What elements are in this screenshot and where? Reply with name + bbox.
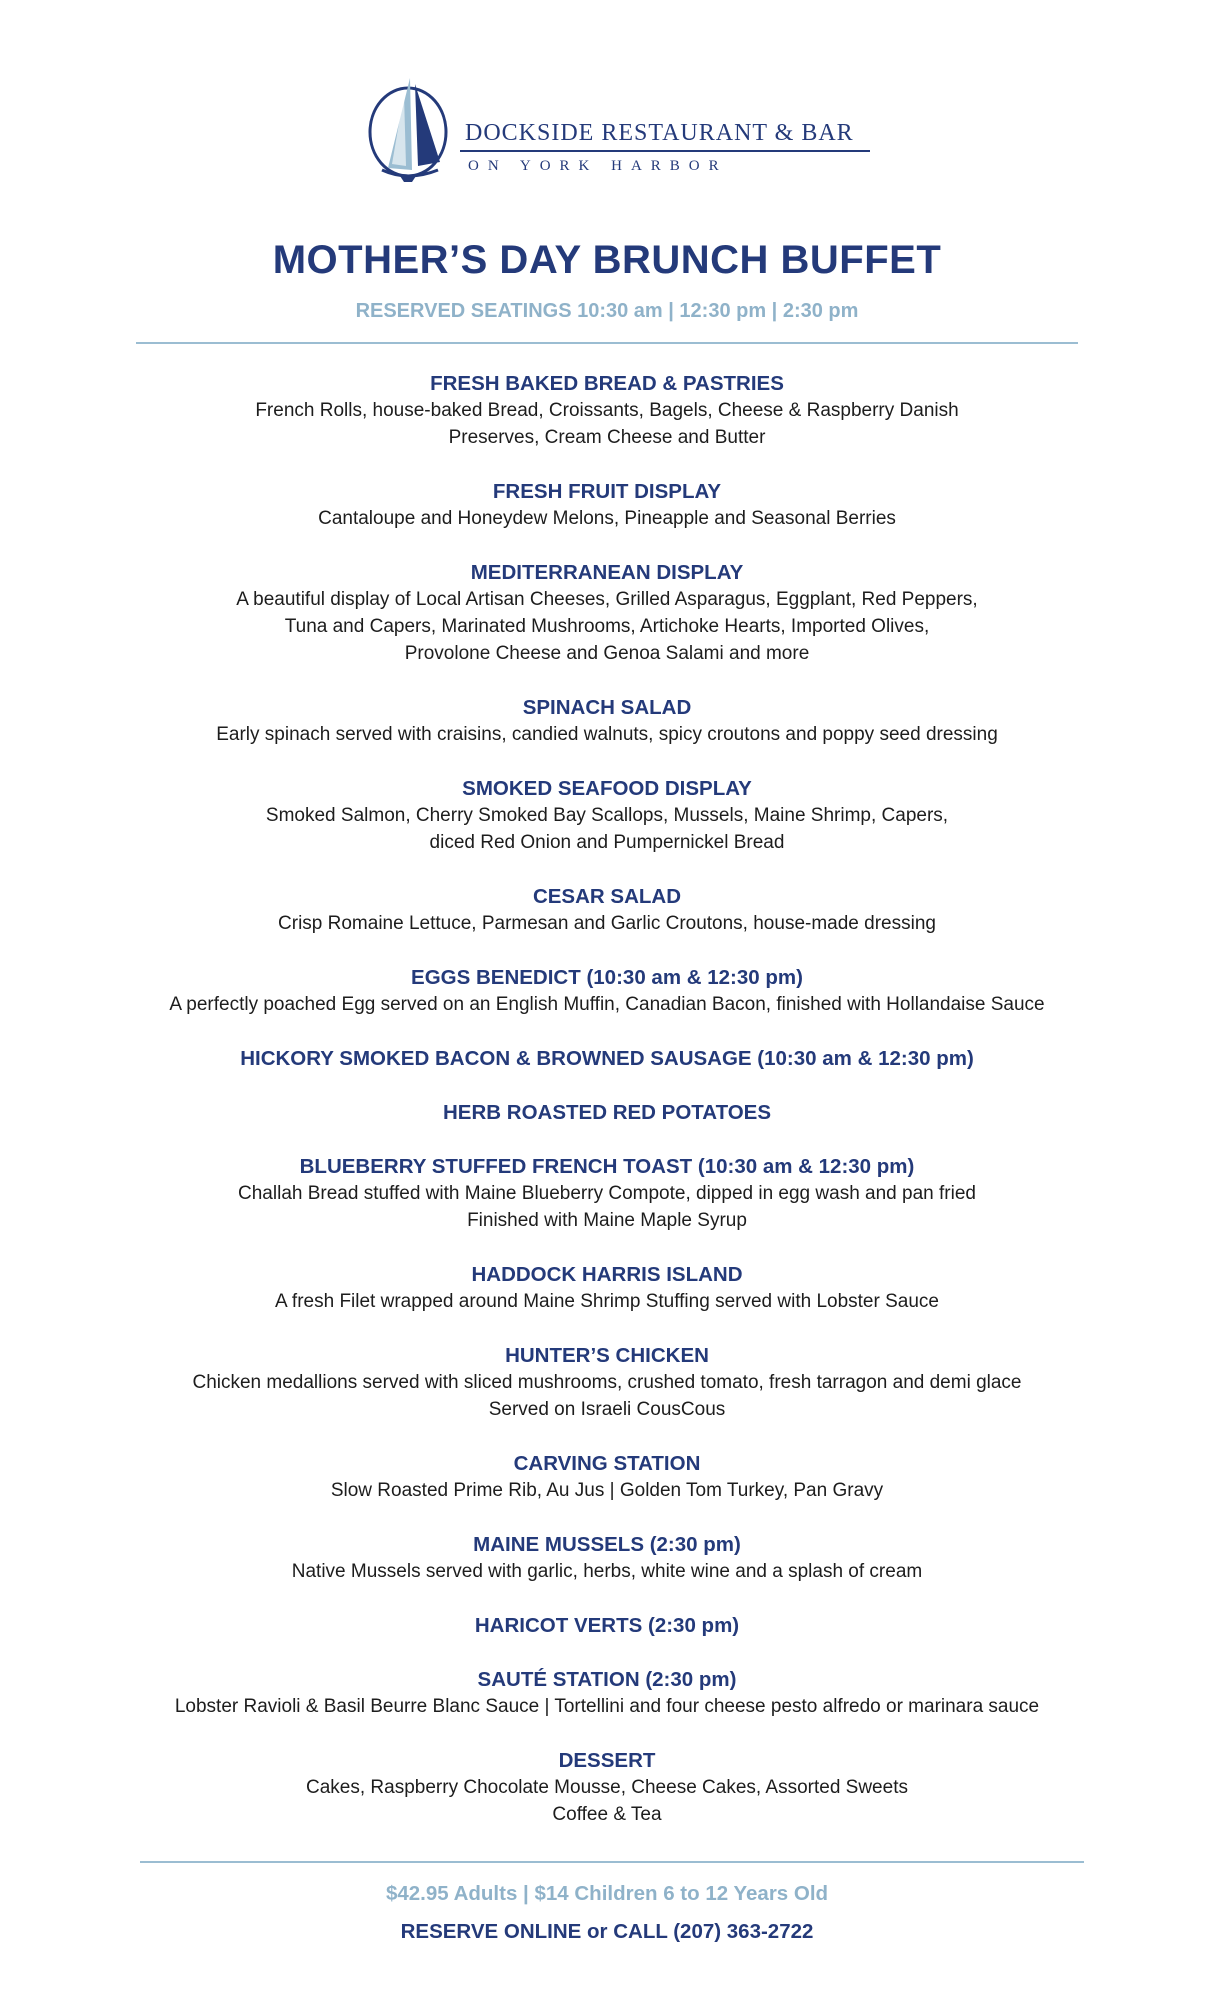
menu-section [0, 1531, 1214, 1585]
logo-subtitle: ON YORK HARBOR [468, 158, 728, 174]
section-heading: BLUEBERRY STUFFED FRENCH TOAST (10:30 am & 12:30 pm) [299, 1155, 915, 1178]
section-description: Native Mussels served with garlic, herbs, white wine and a splash of cream [291, 1561, 923, 1582]
section-heading: EGGS BENEDICT (10:30 am & 12:30 pm) [411, 966, 803, 989]
menu-section [0, 478, 1214, 532]
section-heading: SAUTÉ STATION (2:30 pm) [477, 1668, 737, 1691]
section-heading: HICKORY SMOKED BACON & BROWNED SAUSAGE (10:30 am & 12:30 pm) [240, 1047, 974, 1070]
section-heading: HERB ROASTED RED POTATOES [442, 1101, 772, 1124]
menu-section [0, 1666, 1214, 1720]
restaurant-logo [360, 70, 880, 195]
menu-section [0, 883, 1214, 937]
section-description: Smoked Salmon, Cherry Smoked Bay Scallops, Mussels, Maine Shrimp, Capers, [265, 805, 949, 826]
section-description: Preserves, Cream Cheese and Butter [448, 427, 766, 448]
section-description: Tuna and Capers, Marinated Mushrooms, Artichoke Hearts, Imported Olives, [284, 616, 930, 637]
menu-section [0, 1342, 1214, 1423]
menu-section [0, 1099, 1214, 1126]
price-line: $42.95 Adults | $14 Children 6 to 12 Years Old [385, 1882, 829, 1905]
section-description: Coffee & Tea [552, 1804, 662, 1825]
menu-section [0, 964, 1214, 1018]
menu-section [0, 1045, 1214, 1072]
section-heading: DESSERT [558, 1749, 656, 1772]
section-heading: MAINE MUSSELS (2:30 pm) [473, 1533, 741, 1556]
menu-section [0, 1612, 1214, 1639]
reserved-seatings: RESERVED SEATINGS 10:30 am | 12:30 pm | 2:30 pm [355, 300, 859, 322]
section-heading: SMOKED SEAFOOD DISPLAY [462, 777, 752, 800]
section-description: Crisp Romaine Lettuce, Parmesan and Garlic Croutons, house-made dressing [278, 913, 936, 934]
menu-section [0, 370, 1214, 451]
menu-section [0, 1450, 1214, 1504]
logo-rule [460, 150, 870, 152]
reserve-line: RESERVE ONLINE or CALL (207) 363-2722 [400, 1920, 814, 1943]
section-heading: HARICOT VERTS (2:30 pm) [474, 1614, 740, 1637]
section-heading: MEDITERRANEAN DISPLAY [470, 561, 744, 584]
menu-section [0, 1153, 1214, 1234]
section-heading: HUNTER’S CHICKEN [505, 1344, 709, 1367]
menu-section [0, 694, 1214, 748]
section-description: French Rolls, house-baked Bread, Croissants, Bagels, Cheese & Raspberry Danish [255, 400, 959, 421]
section-description: Chicken medallions served with sliced mushrooms, crushed tomato, fresh tarragon and demi glace [192, 1372, 1022, 1393]
page-title: MOTHER’S DAY BRUNCH BUFFET [272, 238, 942, 282]
menu-sections [0, 370, 1214, 1855]
section-heading: FRESH FRUIT DISPLAY [492, 480, 722, 503]
section-description: Cakes, Raspberry Chocolate Mousse, Cheese Cakes, Assorted Sweets [306, 1777, 908, 1798]
section-description: Cantaloupe and Honeydew Melons, Pineapple and Seasonal Berries [318, 508, 896, 529]
section-description: Challah Bread stuffed with Maine Blueberry Compote, dipped in egg wash and pan fried [238, 1183, 976, 1204]
section-description: Finished with Maine Maple Syrup [467, 1210, 747, 1231]
section-heading: CESAR SALAD [532, 885, 682, 908]
sailboat-logo-icon [360, 70, 470, 195]
menu-section [0, 1747, 1214, 1828]
section-description: A beautiful display of Local Artisan Cheeses, Grilled Asparagus, Eggplant, Red Peppers, [236, 589, 978, 610]
section-heading: SPINACH SALAD [522, 696, 692, 719]
top-divider [136, 342, 1078, 344]
section-description: diced Red Onion and Pumpernickel Bread [429, 832, 785, 853]
menu-section [0, 775, 1214, 856]
menu-section [0, 559, 1214, 667]
section-heading: HADDOCK HARRIS ISLAND [471, 1263, 743, 1286]
menu-section [0, 1261, 1214, 1315]
bottom-divider [140, 1861, 1084, 1863]
section-description: Served on Israeli CousCous [488, 1399, 726, 1420]
section-description: Lobster Ravioli & Basil Beurre Blanc Sauce | Tortellini and four cheese pesto alfredo or marinara sauce [174, 1696, 1040, 1717]
section-description: A perfectly poached Egg served on an English Muffin, Canadian Bacon, finished with Hollandaise Sauce [169, 994, 1045, 1015]
section-description: Early spinach served with craisins, candied walnuts, spicy croutons and poppy seed dressing [216, 724, 998, 745]
logo-name: DOCKSIDE RESTAURANT & BAR [465, 120, 854, 146]
section-description: Slow Roasted Prime Rib, Au Jus | Golden Tom Turkey, Pan Gravy [330, 1480, 884, 1501]
section-description: A fresh Filet wrapped around Maine Shrimp Stuffing served with Lobster Sauce [275, 1291, 939, 1312]
section-heading: CARVING STATION [513, 1452, 701, 1475]
section-heading: FRESH BAKED BREAD & PASTRIES [430, 372, 784, 395]
section-description: Provolone Cheese and Genoa Salami and more [404, 643, 810, 664]
